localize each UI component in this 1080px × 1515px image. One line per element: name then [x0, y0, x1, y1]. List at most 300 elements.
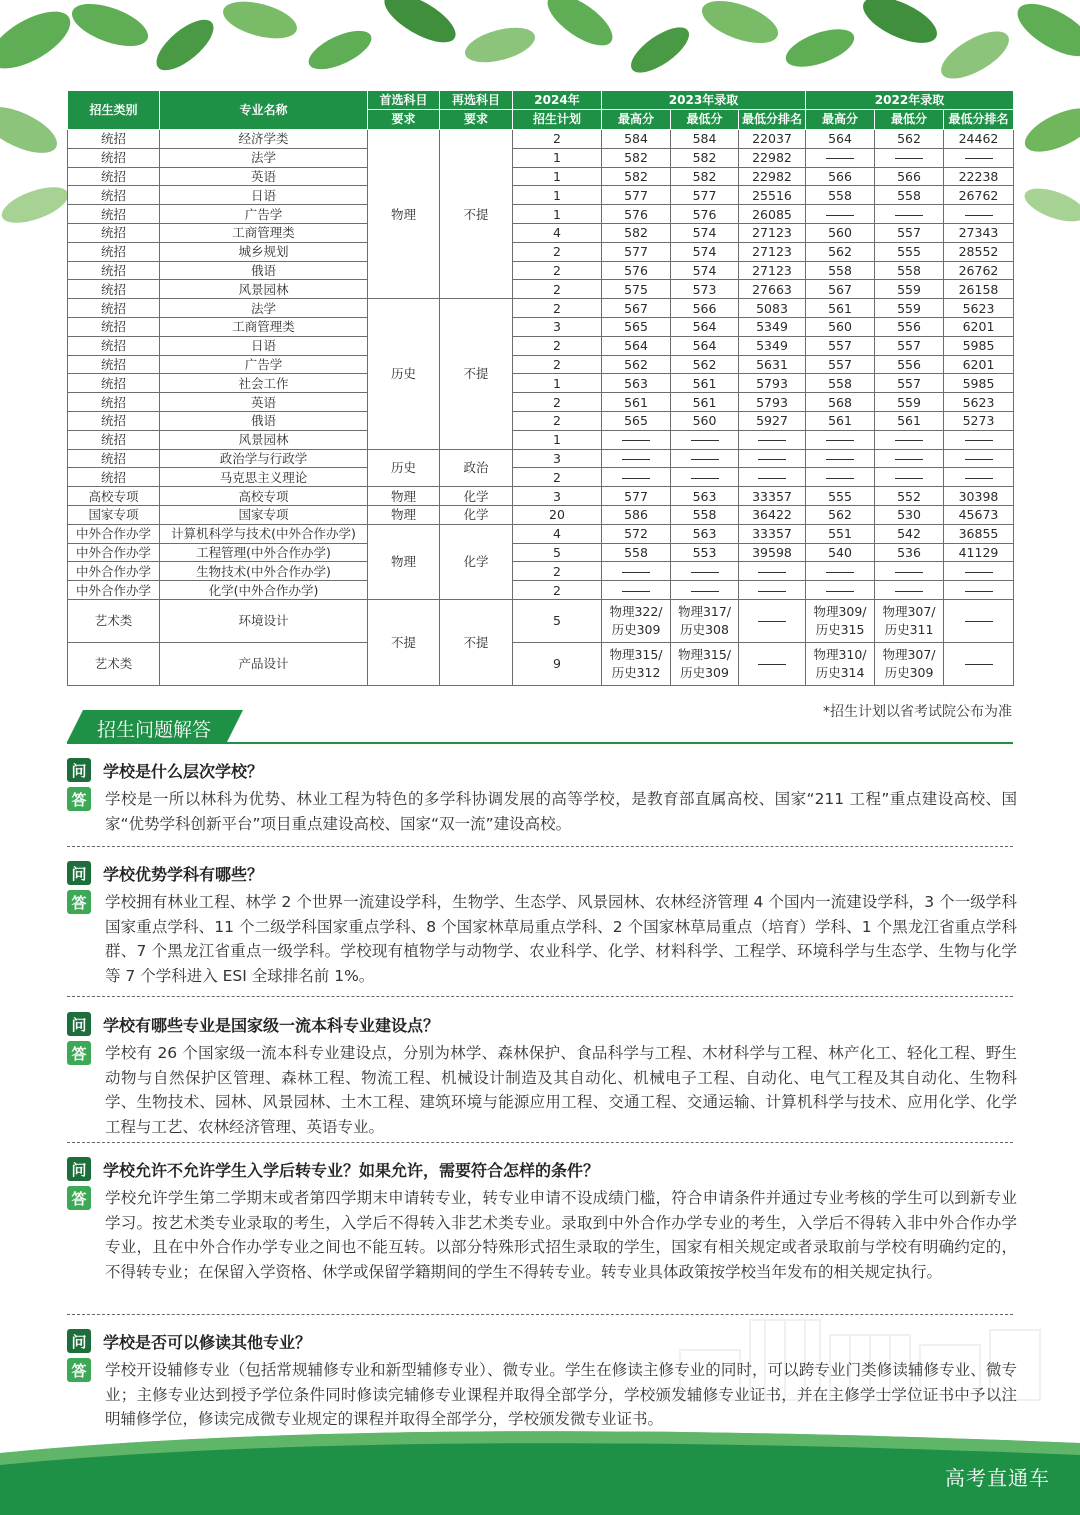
header-rank-2023: 最低分排名 [739, 110, 806, 130]
empty-dash [965, 459, 993, 460]
value-cell [875, 468, 944, 487]
major-cell: 产品设计 [160, 642, 368, 685]
category-cell: 统招 [68, 223, 160, 242]
value-cell: 557 [806, 336, 875, 355]
table-row [68, 355, 1014, 374]
major-cell: 环境设计 [160, 599, 368, 642]
empty-dash [826, 572, 854, 573]
score-history: 历史311 [884, 621, 934, 637]
value-cell [875, 562, 944, 581]
value-cell: 2 [513, 562, 602, 581]
empty-dash [758, 591, 786, 592]
value-cell: 582 [602, 167, 671, 186]
category-cell: 统招 [68, 374, 160, 393]
value-cell: 28552 [944, 242, 1014, 261]
empty-dash [622, 440, 650, 441]
value-cell: 5 [513, 599, 602, 642]
header-2023: 2023年录取 [602, 91, 806, 110]
value-cell [875, 148, 944, 167]
value-cell [944, 148, 1014, 167]
category-cell: 统招 [68, 130, 160, 149]
table-row [68, 449, 1014, 468]
answer-text: 学校有 26 个国家级一流本科专业建设点，分别为林学、森林保护、食品科学与工程、木材科学与工程、林产化工、轻化工程、野生动物与自然保护区管理、森林工程、物流工程、机械设计制造及其自动化、机械电子工程、自动化、电气工程及其自动化、生物科学、生物技术、园林、风景园林、土木工程、建筑环境与能源应用工程、交通工程、交通运输、计算机科学与技术、应用化学、化学工程与工艺、农林经济管理、英语专业。 [105, 1044, 1017, 1136]
value-cell: 564 [806, 130, 875, 149]
table-row [68, 280, 1014, 299]
category-cell: 统招 [68, 299, 160, 318]
empty-dash [965, 572, 993, 573]
table-row [68, 299, 1014, 318]
value-cell: 563 [602, 374, 671, 393]
empty-dash [691, 572, 719, 573]
value-cell: 45673 [944, 505, 1014, 524]
major-cell: 英语 [160, 167, 368, 186]
empty-dash [895, 591, 923, 592]
value-cell [944, 430, 1014, 449]
major-cell: 俄语 [160, 411, 368, 430]
major-cell: 日语 [160, 336, 368, 355]
score-history: 历史312 [611, 664, 661, 680]
faq-item-4 [67, 1156, 1017, 1284]
value-cell: 536 [875, 543, 944, 562]
answer-badge: 答 [67, 1358, 91, 1382]
major-cell: 风景园林 [160, 280, 368, 299]
question-text: 学校有哪些专业是国家级一流本科专业建设点？ [103, 1015, 440, 1035]
table-row [68, 411, 1014, 430]
major-cell: 工商管理类 [160, 223, 368, 242]
value-cell: 2 [513, 468, 602, 487]
value-cell: 2 [513, 299, 602, 318]
empty-dash [965, 664, 993, 665]
empty-dash [758, 459, 786, 460]
value-cell: 物理 [368, 487, 440, 506]
value-cell [602, 449, 671, 468]
category-cell: 统招 [68, 411, 160, 430]
value-cell: 574 [671, 261, 739, 280]
value-cell: 36422 [739, 505, 806, 524]
value-cell [944, 449, 1014, 468]
value-cell: 577 [602, 487, 671, 506]
empty-dash [826, 440, 854, 441]
major-cell: 高校专项 [160, 487, 368, 506]
value-cell: 558 [806, 186, 875, 205]
value-cell: 5623 [944, 393, 1014, 412]
second-subject-cell: 不提 [440, 599, 513, 685]
major-cell: 法学 [160, 299, 368, 318]
empty-dash [758, 478, 786, 479]
table-row [68, 205, 1014, 224]
value-cell: 3 [513, 487, 602, 506]
question-badge: 问 [67, 1012, 91, 1036]
value-cell: 530 [875, 505, 944, 524]
value-cell: 41129 [944, 543, 1014, 562]
value-cell [602, 642, 671, 685]
brand-watermark: 高考直通车 [945, 1466, 1050, 1490]
empty-dash [895, 440, 923, 441]
category-cell: 统招 [68, 355, 160, 374]
table-row [68, 336, 1014, 355]
score-physics: 物理310/ [813, 646, 867, 662]
value-cell: 557 [875, 336, 944, 355]
faq-divider [67, 742, 1013, 744]
empty-dash [965, 621, 993, 622]
major-cell: 化学(中外合作办学) [160, 581, 368, 600]
value-cell: 化学 [440, 505, 513, 524]
value-cell: 577 [602, 186, 671, 205]
category-cell: 中外合作办学 [68, 543, 160, 562]
value-cell [671, 642, 739, 685]
category-cell: 国家专项 [68, 505, 160, 524]
value-cell: 30398 [944, 487, 1014, 506]
answer-text: 学校允许学生第二学期末或者第四学期末申请转专业，转专业申请不设成绩门槛，符合申请条件并通过专业考核的学生可以到新专业学习。按艺术类专业录取的考生，入学后不得转入非艺术类专业。录取到中外合作办学专业的考生，入学后不得转入非中外合作办学专业，且在中外合作办学专业之间也不能互转。以部分特殊形式招生录取的学生，国家有相关规定或者录取前与学校有明确约定的，不得转专业；在保留入学资格、休学或保留学籍期间的学生不得转专业。转专业具体政策按学校当年发布的相关规定执行。 [105, 1189, 1017, 1281]
value-cell: 27663 [739, 280, 806, 299]
first-subject-cell: 物理 [368, 524, 440, 599]
value-cell: 565 [602, 317, 671, 336]
major-cell: 风景园林 [160, 430, 368, 449]
value-cell [739, 581, 806, 600]
value-cell: 565 [602, 411, 671, 430]
value-cell: 9 [513, 642, 602, 685]
value-cell: 5349 [739, 336, 806, 355]
empty-dash [691, 459, 719, 460]
header-max-2022: 最高分 [806, 110, 875, 130]
answer-badge: 答 [67, 890, 91, 914]
table-row [68, 562, 1014, 581]
major-cell: 法学 [160, 148, 368, 167]
value-cell: 576 [602, 205, 671, 224]
major-cell: 生物技术(中外合作办学) [160, 562, 368, 581]
header-second-subject: 再选科目 [440, 91, 513, 110]
category-cell: 艺术类 [68, 599, 160, 642]
table-row [68, 505, 1014, 524]
value-cell: 25516 [739, 186, 806, 205]
value-cell: 24462 [944, 130, 1014, 149]
value-cell [944, 468, 1014, 487]
table-row [68, 524, 1014, 543]
plan-footnote: *招生计划以省考试院公布为准 [823, 704, 1012, 720]
dashed-separator [67, 846, 1013, 847]
major-cell: 国家专项 [160, 505, 368, 524]
category-cell: 统招 [68, 167, 160, 186]
value-cell: 2 [513, 261, 602, 280]
value-cell: 4 [513, 223, 602, 242]
value-cell: 560 [806, 223, 875, 242]
score-history: 历史314 [815, 664, 865, 680]
category-cell: 统招 [68, 430, 160, 449]
value-cell [806, 642, 875, 685]
value-cell: 561 [806, 299, 875, 318]
value-cell [944, 599, 1014, 642]
value-cell: 3 [513, 317, 602, 336]
value-cell [602, 562, 671, 581]
value-cell: 1 [513, 205, 602, 224]
empty-dash [826, 215, 854, 216]
value-cell: 2 [513, 411, 602, 430]
value-cell [671, 581, 739, 600]
value-cell: 33357 [739, 524, 806, 543]
empty-dash [826, 478, 854, 479]
value-cell: 582 [602, 223, 671, 242]
major-cell: 广告学 [160, 355, 368, 374]
category-cell: 统招 [68, 242, 160, 261]
value-cell: 26762 [944, 186, 1014, 205]
table-row [68, 167, 1014, 186]
score-history: 历史309 [680, 664, 729, 680]
value-cell: 561 [602, 393, 671, 412]
value-cell [602, 468, 671, 487]
value-cell: 560 [671, 411, 739, 430]
value-cell [806, 430, 875, 449]
value-cell: 556 [875, 355, 944, 374]
header-first-subject-req: 要求 [368, 110, 440, 130]
empty-dash [895, 572, 923, 573]
value-cell: 558 [671, 505, 739, 524]
value-cell [671, 468, 739, 487]
answer-text: 学校是一所以林科为优势、林业工程为特色的多学科协调发展的高等学校，是教育部直属高校、国家“211 工程”重点建设高校、国家“优势学科创新平台”项目重点建设高校、国家“双一流”建设高校。 [105, 790, 1017, 833]
value-cell: 22238 [944, 167, 1014, 186]
value-cell: 5985 [944, 336, 1014, 355]
value-cell: 561 [671, 393, 739, 412]
value-cell: 576 [671, 205, 739, 224]
value-cell: 552 [875, 487, 944, 506]
value-cell [806, 205, 875, 224]
table-row [68, 430, 1014, 449]
value-cell: 584 [671, 130, 739, 149]
value-cell [671, 599, 739, 642]
first-subject-cell: 历史 [368, 449, 440, 487]
table-row [68, 186, 1014, 205]
table-row [68, 148, 1014, 167]
first-subject-cell: 历史 [368, 299, 440, 449]
question-text: 学校允许不允许学生入学后转专业？如果允许，需要符合怎样的条件？ [103, 1160, 600, 1180]
dashed-separator [67, 1314, 1013, 1315]
value-cell: 5793 [739, 393, 806, 412]
value-cell: 542 [875, 524, 944, 543]
score-physics: 物理307/ [882, 646, 936, 662]
value-cell: 576 [602, 261, 671, 280]
value-cell: 27123 [739, 261, 806, 280]
second-subject-cell: 不提 [440, 130, 513, 299]
value-cell: 5273 [944, 411, 1014, 430]
value-cell: 559 [875, 393, 944, 412]
score-physics: 物理307/ [882, 603, 936, 619]
value-cell [602, 599, 671, 642]
value-cell: 582 [671, 167, 739, 186]
major-cell: 马克思主义理论 [160, 468, 368, 487]
value-cell: 22982 [739, 148, 806, 167]
faq-item-3 [67, 1011, 1017, 1139]
empty-dash [965, 440, 993, 441]
value-cell: 551 [806, 524, 875, 543]
value-cell: 2 [513, 355, 602, 374]
first-subject-cell: 不提 [368, 599, 440, 685]
empty-dash [622, 478, 650, 479]
second-subject-cell: 化学 [440, 524, 513, 599]
empty-dash [691, 478, 719, 479]
major-cell: 工商管理类 [160, 317, 368, 336]
table-row [68, 374, 1014, 393]
value-cell: 2 [513, 280, 602, 299]
table-row [68, 261, 1014, 280]
admission-score-table [67, 90, 1014, 686]
first-subject-cell: 物理 [368, 130, 440, 299]
value-cell [944, 642, 1014, 685]
value-cell: 560 [806, 317, 875, 336]
value-cell: 559 [875, 280, 944, 299]
value-cell: 558 [602, 543, 671, 562]
major-cell: 俄语 [160, 261, 368, 280]
value-cell: 2 [513, 130, 602, 149]
header-plan-label: 招生计划 [513, 110, 602, 130]
value-cell: 561 [671, 374, 739, 393]
empty-dash [622, 459, 650, 460]
second-subject-cell: 不提 [440, 299, 513, 449]
value-cell [602, 430, 671, 449]
category-cell: 中外合作办学 [68, 581, 160, 600]
major-cell: 政治学与行政学 [160, 449, 368, 468]
value-cell: 558 [806, 374, 875, 393]
value-cell: 5793 [739, 374, 806, 393]
header-2022: 2022年录取 [806, 91, 1014, 110]
value-cell [602, 581, 671, 600]
value-cell: 2 [513, 581, 602, 600]
table-row [68, 468, 1014, 487]
empty-dash [965, 158, 993, 159]
answer-text: 学校拥有林业工程、林学 2 个世界一流建设学科，生物学、生态学、风景园林、农林经济管理 4 个国内一流建设学科，3 个一级学科国家重点学科、11 个二级学科国家重点学科、8 个国家林草局重点学科、2 个国家林草局重点（培育）学科、1 个黑龙江省重点学科群、7 个黑龙江省重点一级学科。学校现有植物学与动物学、农业科学、化学、材料科学、工程学、环境科学与生态学、生物与化学等 7 个学科进入 ESI 全球排名前 1%。 [105, 893, 1017, 985]
value-cell: 558 [875, 186, 944, 205]
value-cell: 561 [875, 411, 944, 430]
table-row [68, 599, 1014, 642]
value-cell [806, 468, 875, 487]
value-cell [875, 642, 944, 685]
value-cell: 5349 [739, 317, 806, 336]
value-cell [944, 205, 1014, 224]
table-row [68, 543, 1014, 562]
value-cell: 27123 [739, 223, 806, 242]
major-cell: 工程管理(中外合作办学) [160, 543, 368, 562]
category-cell: 统招 [68, 205, 160, 224]
value-cell: 27123 [739, 242, 806, 261]
value-cell [671, 562, 739, 581]
empty-dash [965, 215, 993, 216]
major-cell: 经济学类 [160, 130, 368, 149]
value-cell [875, 581, 944, 600]
value-cell [806, 449, 875, 468]
empty-dash [758, 572, 786, 573]
table-row [68, 223, 1014, 242]
question-text: 学校是什么层次学校？ [103, 761, 264, 781]
value-cell: 5083 [739, 299, 806, 318]
value-cell: 556 [875, 317, 944, 336]
value-cell: 563 [671, 524, 739, 543]
value-cell [739, 642, 806, 685]
value-cell: 558 [806, 261, 875, 280]
value-cell: 物理 [368, 505, 440, 524]
category-cell: 统招 [68, 186, 160, 205]
category-cell: 统招 [68, 261, 160, 280]
table-row [68, 317, 1014, 336]
value-cell: 567 [602, 299, 671, 318]
question-badge: 问 [67, 758, 91, 782]
score-history: 历史309 [611, 621, 661, 637]
dashed-separator [67, 1142, 1013, 1143]
value-cell [875, 599, 944, 642]
value-cell [806, 562, 875, 581]
value-cell: 26085 [739, 205, 806, 224]
empty-dash [826, 591, 854, 592]
value-cell [806, 148, 875, 167]
table-row [68, 130, 1014, 149]
value-cell: 564 [671, 336, 739, 355]
value-cell: 572 [602, 524, 671, 543]
value-cell: 5985 [944, 374, 1014, 393]
empty-dash [691, 440, 719, 441]
value-cell: 22037 [739, 130, 806, 149]
table-row [68, 642, 1014, 685]
score-history: 历史315 [815, 621, 865, 637]
value-cell: 6201 [944, 317, 1014, 336]
value-cell: 564 [602, 336, 671, 355]
category-cell: 统招 [68, 393, 160, 412]
score-physics: 物理309/ [813, 603, 867, 619]
value-cell: 5631 [739, 355, 806, 374]
value-cell: 26158 [944, 280, 1014, 299]
value-cell: 562 [602, 355, 671, 374]
value-cell: 574 [671, 223, 739, 242]
empty-dash [895, 215, 923, 216]
score-physics: 物理322/ [609, 603, 663, 619]
value-cell: 561 [806, 411, 875, 430]
value-cell: 566 [671, 299, 739, 318]
value-cell: 586 [602, 505, 671, 524]
faq-item-1 [67, 757, 1017, 836]
value-cell: 化学 [440, 487, 513, 506]
major-cell: 英语 [160, 393, 368, 412]
value-cell [739, 468, 806, 487]
header-max-2023: 最高分 [602, 110, 671, 130]
score-history: 历史308 [680, 621, 729, 637]
header-plan-year: 2024年 [513, 91, 602, 110]
value-cell: 5623 [944, 299, 1014, 318]
header-min-2023: 最低分 [671, 110, 739, 130]
value-cell: 39598 [739, 543, 806, 562]
value-cell: 563 [671, 487, 739, 506]
major-cell: 日语 [160, 186, 368, 205]
value-cell [739, 599, 806, 642]
value-cell: 584 [602, 130, 671, 149]
empty-dash [895, 158, 923, 159]
question-badge: 问 [67, 861, 91, 885]
value-cell: 562 [875, 130, 944, 149]
value-cell: 564 [671, 317, 739, 336]
major-cell: 社会工作 [160, 374, 368, 393]
value-cell: 573 [671, 280, 739, 299]
value-cell: 5927 [739, 411, 806, 430]
category-cell: 统招 [68, 336, 160, 355]
question-text: 学校是否可以修读其他专业？ [103, 1332, 312, 1352]
value-cell: 540 [806, 543, 875, 562]
value-cell: 1 [513, 148, 602, 167]
answer-badge: 答 [67, 1041, 91, 1065]
value-cell: 575 [602, 280, 671, 299]
value-cell: 26762 [944, 261, 1014, 280]
header-min-2022: 最低分 [875, 110, 944, 130]
value-cell: 558 [875, 261, 944, 280]
header-first-subject: 首选科目 [368, 91, 440, 110]
faq-title: 招生问题解答 [97, 719, 212, 741]
category-cell: 高校专项 [68, 487, 160, 506]
category-cell: 统招 [68, 280, 160, 299]
value-cell [944, 581, 1014, 600]
